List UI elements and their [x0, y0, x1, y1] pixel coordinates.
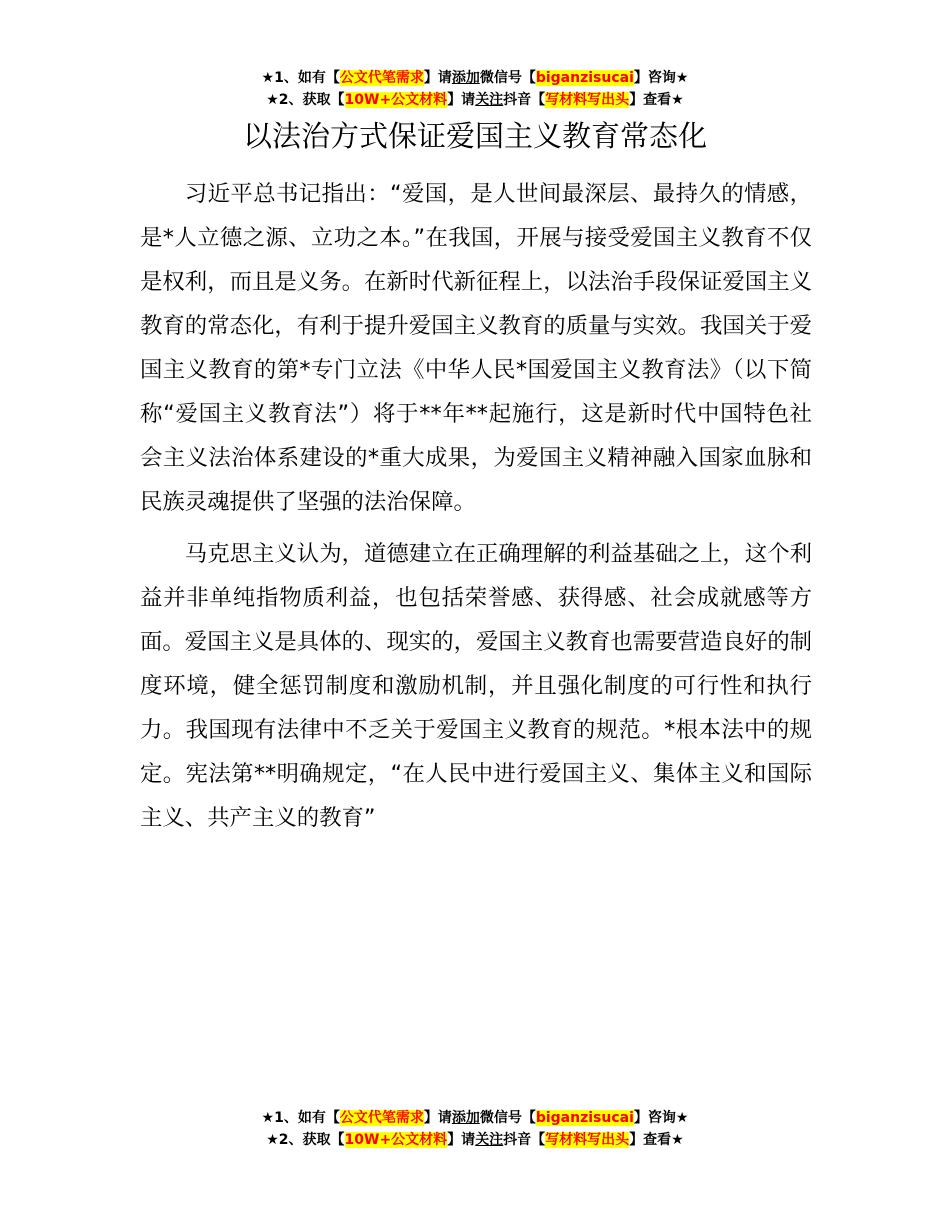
promo-underlined-text: 添加 [451, 1110, 480, 1126]
promo-text: ★2、获取【 [266, 1132, 345, 1148]
header-promo-banner [0, 67, 950, 111]
promo-highlight: 10W+公文材料 [344, 92, 448, 108]
promo-underlined-text: 添加 [451, 70, 480, 86]
promo-text: 】查看★ [629, 1132, 684, 1148]
promo-text: 】咨询★ [633, 70, 689, 86]
promo-douyin-account: 写材料写出头 [545, 1132, 630, 1148]
promo-line-1 [0, 1107, 950, 1129]
promo-line-2 [0, 89, 950, 111]
promo-text: 】请 [423, 1110, 452, 1126]
promo-line-1 [0, 67, 950, 89]
document-title: 以法治方式保证爱国主义教育常态化 [242, 119, 707, 153]
promo-text: 】咨询★ [633, 1110, 689, 1126]
promo-text: 抖音【 [503, 1132, 546, 1148]
promo-line-2 [0, 1129, 950, 1151]
footer-promo-banner [0, 1107, 950, 1151]
promo-text: 抖音【 [503, 92, 546, 108]
promo-highlight: 10W+公文材料 [344, 1132, 448, 1148]
promo-text: 】请 [447, 92, 476, 108]
promo-text: 微信号【 [479, 1110, 536, 1126]
promo-text: 】查看★ [629, 92, 684, 108]
promo-underlined-text: 关注 [475, 92, 504, 108]
promo-wechat-id: biganzisucai [535, 1110, 634, 1126]
promo-highlight: 公文代笔需求 [339, 70, 424, 86]
body-paragraph: 马克思主义认为，道德建立在正确理解的利益基础之上，这个利益并非单纯指物质利益，也包括荣誉感、获得感、社会成就感等方面。爱国主义是具体的、现实的，爱国主义教育也需要营造良好的制度环境，健全惩罚制度和激励机制，并且强化制度的可行性和执行力。我国现有法律中不乏关于爱国主义教育的规范。*根本法中的规定。宪法第**明确规定，“在人民中进行爱国主义、集体主义和国际主义、共产主义的教育” [140, 541, 812, 831]
promo-underlined-text: 关注 [475, 1132, 504, 1148]
promo-text: 】请 [423, 70, 452, 86]
promo-text: 微信号【 [479, 70, 536, 86]
promo-wechat-id: biganzisucai [535, 70, 634, 86]
promo-highlight: 公文代笔需求 [339, 1110, 424, 1126]
promo-text: 】请 [447, 1132, 476, 1148]
document-body [140, 172, 812, 848]
promo-douyin-account: 写材料写出头 [545, 92, 630, 108]
promo-text: ★1、如有【 [261, 1110, 340, 1126]
promo-text: ★2、获取【 [266, 92, 345, 108]
promo-text: ★1、如有【 [261, 70, 340, 86]
body-paragraph: 习近平总书记指出：“爱国，是人世间最深层、最持久的情感，是*人立德之源、立功之本。”在我国，开展与接受爱国主义教育不仅是权利，而且是义务。在新时代新征程上，以法治手段保证爱国主义教育的常态化，有利于提升爱国主义教育的质量与实效。我国关于爱国主义教育的第*专门立法《中华人民*国爱国主义教育法》（以下简称“爱国主义教育法”）将于**年**起施行，这是新时代中国特色社会主义法治体系建设的*重大成果，为爱国主义精神融入国家血脉和民族灵魂提供了坚强的法治保障。 [140, 181, 812, 515]
